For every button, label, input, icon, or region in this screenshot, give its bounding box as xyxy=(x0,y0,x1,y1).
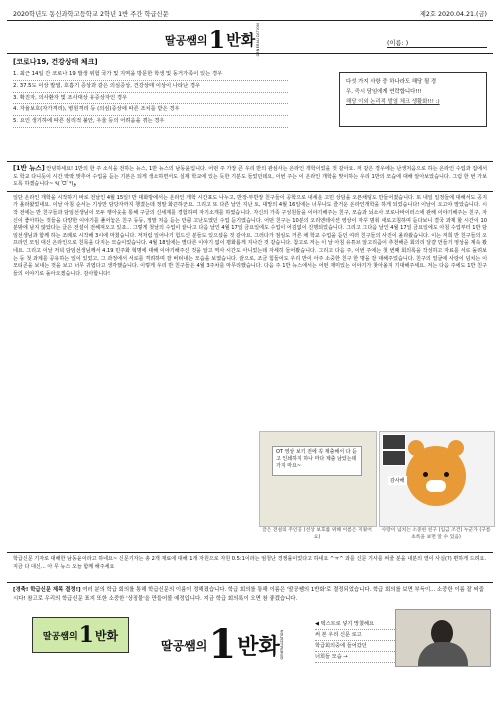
video-tile xyxy=(382,434,406,450)
covid-heading: [코로나19, 건강상태 체크] xyxy=(13,58,98,66)
class-news-section xyxy=(7,162,493,553)
news-tag: [1반 뉴스] xyxy=(13,164,45,172)
hint-line: 다섯 가지 사항 중 하나라도 해당 될 경 xyxy=(346,79,437,85)
contest-side-text xyxy=(315,619,395,663)
covid-item: 4. 자율보호(자가격리), 병원격리 등 (의심)증상에 따른 조치를 받은 경우 xyxy=(13,104,288,116)
logo-suffix: 반화 xyxy=(226,31,256,50)
newsletter-page xyxy=(7,7,493,700)
contest-body: 여러 분의 학급 회의를 통해 학급신문의 이름이 정해졌습니다. 학급 회의를 통해 이름은 '딸공쌤의 1반화'로 결정되었습니다. 학급 회의를 보면 부득이... 소중한 이름 잘 써줍시다! 참고로 우리의 학급신문 표지 또한 소중한 '상징물'을 만들어볼 예정입니다. 지금 학급 회의록이 오면 참 좋겠습니다. xyxy=(13,587,484,602)
contest-text xyxy=(7,583,493,606)
issue-date: 제2호 2020.04.21.(금) xyxy=(419,11,487,18)
student-photo xyxy=(395,609,491,667)
side-line: 너희들 모습 → xyxy=(315,652,395,663)
covid-item: 1. 최근 14일 간 코로나 19 발생 위험 국가 및 지역을 방문한 학생 및 동거가족이 있는 경우 xyxy=(13,69,288,81)
title-contest-section xyxy=(7,583,493,711)
contest-heading: [경축! 학급신문 제목 결정!] xyxy=(13,587,81,593)
bear-sticker-icon xyxy=(406,446,466,506)
chat-caption: 글은 전설의 주인공 (선상 보호를 위해 이름은 지웠어요) xyxy=(262,528,372,540)
chat-screenshot xyxy=(259,431,377,527)
covid-item: 3. 확진자, 의사환자 및 조사대상 유증상자인 경우 xyxy=(13,93,288,105)
video-caption: 사랑이 넘치는 소중한 친구 (입금 조건) 누군가 (구름 초록을 보면 알 수 있음) xyxy=(381,528,491,540)
news-body: 일단 온라인 개학을 시작하기 바로 전날인 4월 15일! 반 대화방에서는 온라인 개학 시간표도 나누고, 반장·부반장 친구들이 공학으로 내세운 고민 상담을 오픈채팅도 만들어졌습니다. 또 내일 일정들에 대해서도 공지가 올라왔었네요. 이날 아침 순서는 기상만 담당자까지 챙겼는데 정말 화끈하군요. 그리고 또 다른 날인 지난 토, 대망의 4월 16일에는 너무나도 즐거운 온라인개학을 하게 되었습니다! 이날이 오고야 말았습니다. 시작 전에는 반 친구들과 담임선생님이 모두 행아웃을 통해 구글의 신세계를 경험하며 자기소개를 하였습니다. 자신의 가족 구성원들을 이야기해주는 친구, 모습과 뇌소사 코로나바이러스에 관해 이야기해주는 친구, 자신이 좋아하는 것들을 다양한 이야기를 풀어놓은 친구 등등, 정말 처음 듣는 만큼 고난도였던 수업 듣기였습니다. 어떤 친구는 10분의 오리엔테이션 영상이 자꾸 멈춰 새로고침하며 듣다보니 결국 과제 할 시간이 10분밖에 남지 않았다는 글은 전설이 전해져오고 있죠... 그렇게 첫날의 수업이 끝나고 다음 날인 4월 17일 금요일에도 수업이 어김없이 진행되었습니다. 그리고 그다음 날인 4월 17일 금요일에도 아침 수업부터 1반 담임선생님과 함께 하는 조례로 시작해 3시에 마쳤습니다. 저처럼 일어나기 힘드신 분들도 있으셨을 것 같아요. 그러다가 점심도 거른 채 학교 수업을 듣던 여러 친구들의 사진이 올라왔습니다. 이는 저희 반 친구들의 오프라인 모임 대신 온라인으로 친목을 다지는 모습이었습니다. 4월 18일에는 별다른 이야기 없이 평화롭게 지나간 것 같습니다. 참고로 저는 이 날 아침 유튜브 알고리즘이 추천해준 회의리 달걀 만들기 영상을 계속 봤네요. 그리고 이날 저녁 담임선생님께서 4.19 민주화 혁명에 대해 이야기해주신 것을 알고 역사 시간도 아니었는데 자세히 들어봤습니다. 그리고 다음 주, 이번 주에는 첫 번째 회의록을 작성하고 자료를 서로 돌려보는 등 첫 과제를 공유하는 일이 있었고, 그 과정에서 서로를 격려하며 잘 버텨내는 모습을 보였습니다. 끝으로, 조금 힘들어도 우리 반이 아주 소중한 친구 한 명을 잘 대해주었습니다. 친구의 얼굴에 사랑이 넘치는 이모티콘을 보내는 것을 보고 너무 귀엽다고 생각했습니다. 이렇게 우리 반 친구들은 4월 3주차를 마무리했습니다. 다음 주 1반 뉴스에서는 어떤 재미있는 이야기가 찾아올지 기대해주세요. 저는 다음 주에도 1반 친구들의 이야기로 돌아오겠습니다. 감사합니다! xyxy=(13,194,487,277)
logo-draft-2: 딸공쌤의 1 반화 GENERALIZATION xyxy=(161,621,284,668)
logo-tagline: GENERALIZATION xyxy=(256,23,261,57)
news-lede-text: 안녕하세요! 1반의 한 주 소식을 전하는 뉴스, 1반 뉴스의 남동윤입니다. 어떤 주 가장 큰 우리 반의 관심사는 온라인 개학이었을 것 같아요. 저 같은 경우에는 난생처음으로 하는 온라인 수업과 집에서도 학교 다니듯이 시간 딱딱 맞추어 수업을 듣는 기본은 되게 생소하면서도 실제 학교에 있는 듯한 기분도 들었던데요, 이번 주는 이 온라인 개학을 맞이하는 우리 1반의 모습에 대해 알아보았습니다. 그럼 한 번 가보도록 하겠습니다~ ٩(ˊᗜˋ*)و xyxy=(13,166,487,188)
newsletter-header xyxy=(7,7,493,21)
covid-item: 5. 요인 생기하에 따른 심리적 불안, 우울 등의 어려움을 겪는 경우 xyxy=(13,116,288,128)
hint-line: 해당 이외 논리적 발열 체크 생활화!!! :) xyxy=(346,99,440,106)
hint-line: 우, 즉시 담임에게 연락합니다!!! xyxy=(346,89,422,96)
video-tile xyxy=(382,450,406,466)
side-line: 써 본 우리 신문 로고 xyxy=(315,630,395,641)
covid-list xyxy=(13,69,288,128)
covid-check-section xyxy=(7,54,493,162)
school-info: 2020학년도 동신과학고등학교 2학년 1반 주간 학급신문 xyxy=(13,11,169,18)
title-bar xyxy=(7,21,493,57)
newsletter-logo xyxy=(165,23,260,56)
news-lede xyxy=(7,162,493,192)
logo-one: 1 xyxy=(208,24,226,54)
logo-draft-1: 딸공쌤의 1 반화 xyxy=(32,617,129,653)
sticker-text: 감사해 xyxy=(390,478,405,484)
side-line: ◀ 텍스트로 넣기 망쳤해요 xyxy=(315,619,395,630)
reporter-note: 학급신문 기자로 대해한 남동윤이라고 하네요~ 신문기자는 총 2개 재료에 대해 1개 자원으로 자원 0.5:1이라는 엄청난 경쟁률이었다고 하네요 ^ㅠ^ 과를 신문 기사를 써줄 분을 내분의 열이 사실(?) 편하게 드려요. 지금 다 대신... 아 무 뉴스 오늘 함께 해주세요 xyxy=(7,553,493,583)
name-field[interactable]: (이름: ) xyxy=(387,38,487,48)
logo-prefix: 딸공쌤의 xyxy=(165,33,208,47)
video-call-screenshot xyxy=(379,431,495,527)
covid-item: 2. 37.5도 이상 발열, 호흡기 증상과 같은 의심증상, 건강상태 이상이 나타난 경우 xyxy=(13,81,288,93)
chat-message: OT 영상 보기 전에 꼭 제출해서 다 듣고 인쇄하지 하나 마다 제출 남았는데 가지 마요~ xyxy=(272,446,362,476)
side-line: 학급회의중에 들어갔던 xyxy=(315,641,395,652)
covid-hint-box xyxy=(339,72,487,127)
